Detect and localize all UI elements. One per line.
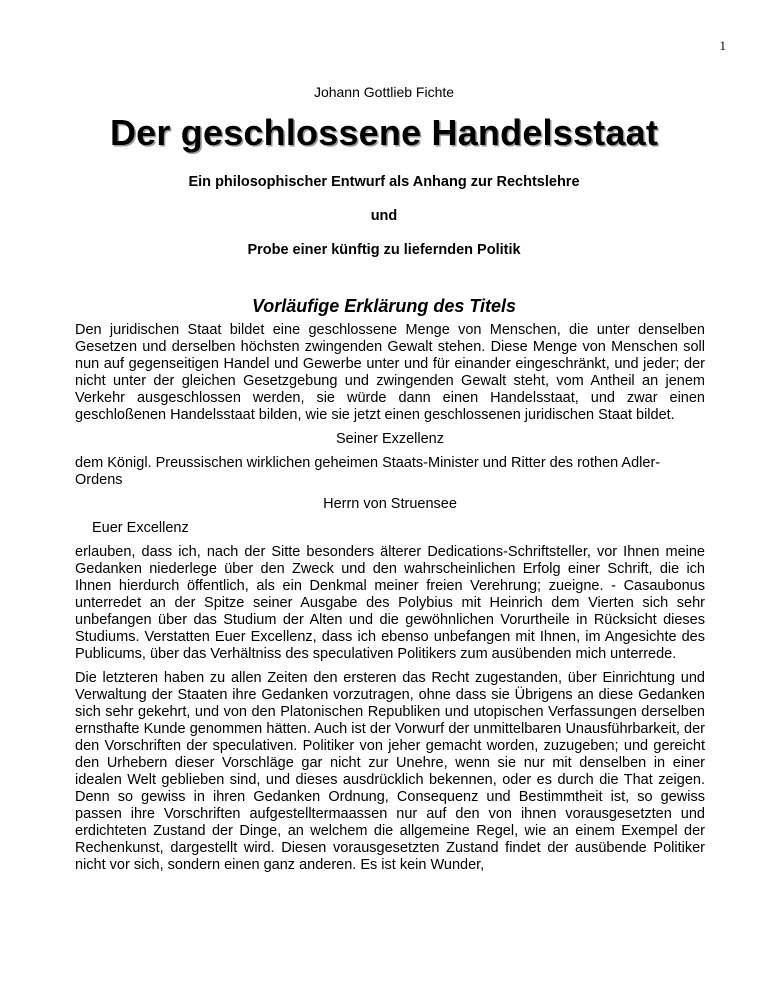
section-heading: Vorläufige Erklärung des Titels	[251, 296, 517, 316]
body-text	[75, 322, 705, 881]
letter-paragraph-1: erlauben, dass ich, nach der Sitte besonders älterer Dedications-Schriftsteller, vor Ihnen meine Gedanken niederlege über den Zweck und den wahrscheinlichen Erfolg einer Schrift, die ich Ihnen hierdurch öffentlich, als ein Denkmal meiner freien Verehrung; zueigne. - Casaubonus unterredet an der Spitze seiner Ausgabe des Polybius mit Heinrich dem Vierten sich sehr unbefangen über das Studium der Alten und die gewöhnlichen Vorurtheile in Rücksicht dieses Studiums. Verstatten Euer Excellenz, dass ich ebenso unbefangen mit Ihnen, im Angesichte des Publicums, über das Verhältniss des speculativen Politikers zum ausübenden mich unterrede.	[75, 544, 705, 662]
subtitle-line-1: Ein philosophischer Entwurf als Anhang zur Rechtslehre	[188, 174, 580, 190]
salutation: Euer Excellenz	[92, 520, 189, 536]
page-number: 1	[719, 38, 726, 53]
letter-paragraph-2: Die letzteren haben zu allen Zeiten den ersteren das Recht zugestanden, über Einrichtung und Verwaltung der Staaten ihre Gedanken vorzutragen, ohne dass sie Übrigens an diese Gedanken sich sehr gekehrt, und von den Platonischen Republiken und utopischen Verfassungen derselben ernsthafte Kunde genommen hätten. Auch ist der Vorwurf der unmittelbaren Unausführbarkeit, der den Vorschriften der speculativen. Politiker von jeher gemacht worden, zuzugeben; und gereicht den Urhebern dieser Vorschläge gar nicht zur Unehre, wenn sie nur mit denselben in einer idealen Welt geblieben sind, und dieses ausdrücklich bekennen, oder es durch die That zeigen. Denn so gewiss in ihren Gedanken Ordnung, Consequenz und Bestimmtheit ist, so gewiss passen ihre Vorschriften aufgestelltermaassen nur auf den von ihnen vorausgesetzten und erdichteten Zustand der Dinge, an welchem die allgemeine Regel, wie an einem Exempel der Rechenkunst, dargestellt wird. Diesen vorausgesetzten Zustand findet der ausübende Politiker nicht vor sich, sondern einen ganz anderen. Es ist kein Wunder,	[75, 670, 705, 873]
subtitle-line-3: Probe einer künftig zu liefernden Politik	[247, 242, 521, 258]
intro-paragraph: Den juridischen Staat bildet eine geschlossene Menge von Menschen, die unter denselben Gesetzen und derselben höchsten zwingenden Gewalt stehen. Diese Menge von Menschen soll nun auf gegenseitigen Handel und Gewerbe unter und für einander eingeschränkt, und jeder; der nicht unter der gleichen Gesetzgebung und zwingenden Gewalt steht, vom Antheil an jenem Verkehr ausgeschlossen werden, sie würde dann einen Handelsstaat, und zwar einen geschloßenen Handelsstaat bilden, wie sie jetzt einen geschlossenen juridischen Staat bildet.	[75, 322, 705, 423]
subtitle-line-2: und	[370, 208, 398, 224]
dedication-line-2: dem Königl. Preussischen wirklichen geheimen Staats-Minister und Ritter des rothen Adler-Ordens	[75, 455, 661, 488]
dedication-line-3: Herrn von Struensee	[323, 496, 457, 512]
dedication-line-1: Seiner Exzellenz	[336, 431, 444, 447]
author-name: Johann Gottlieb Fichte	[313, 84, 455, 100]
document-title: Der geschlossene Handelsstaat	[109, 112, 659, 153]
